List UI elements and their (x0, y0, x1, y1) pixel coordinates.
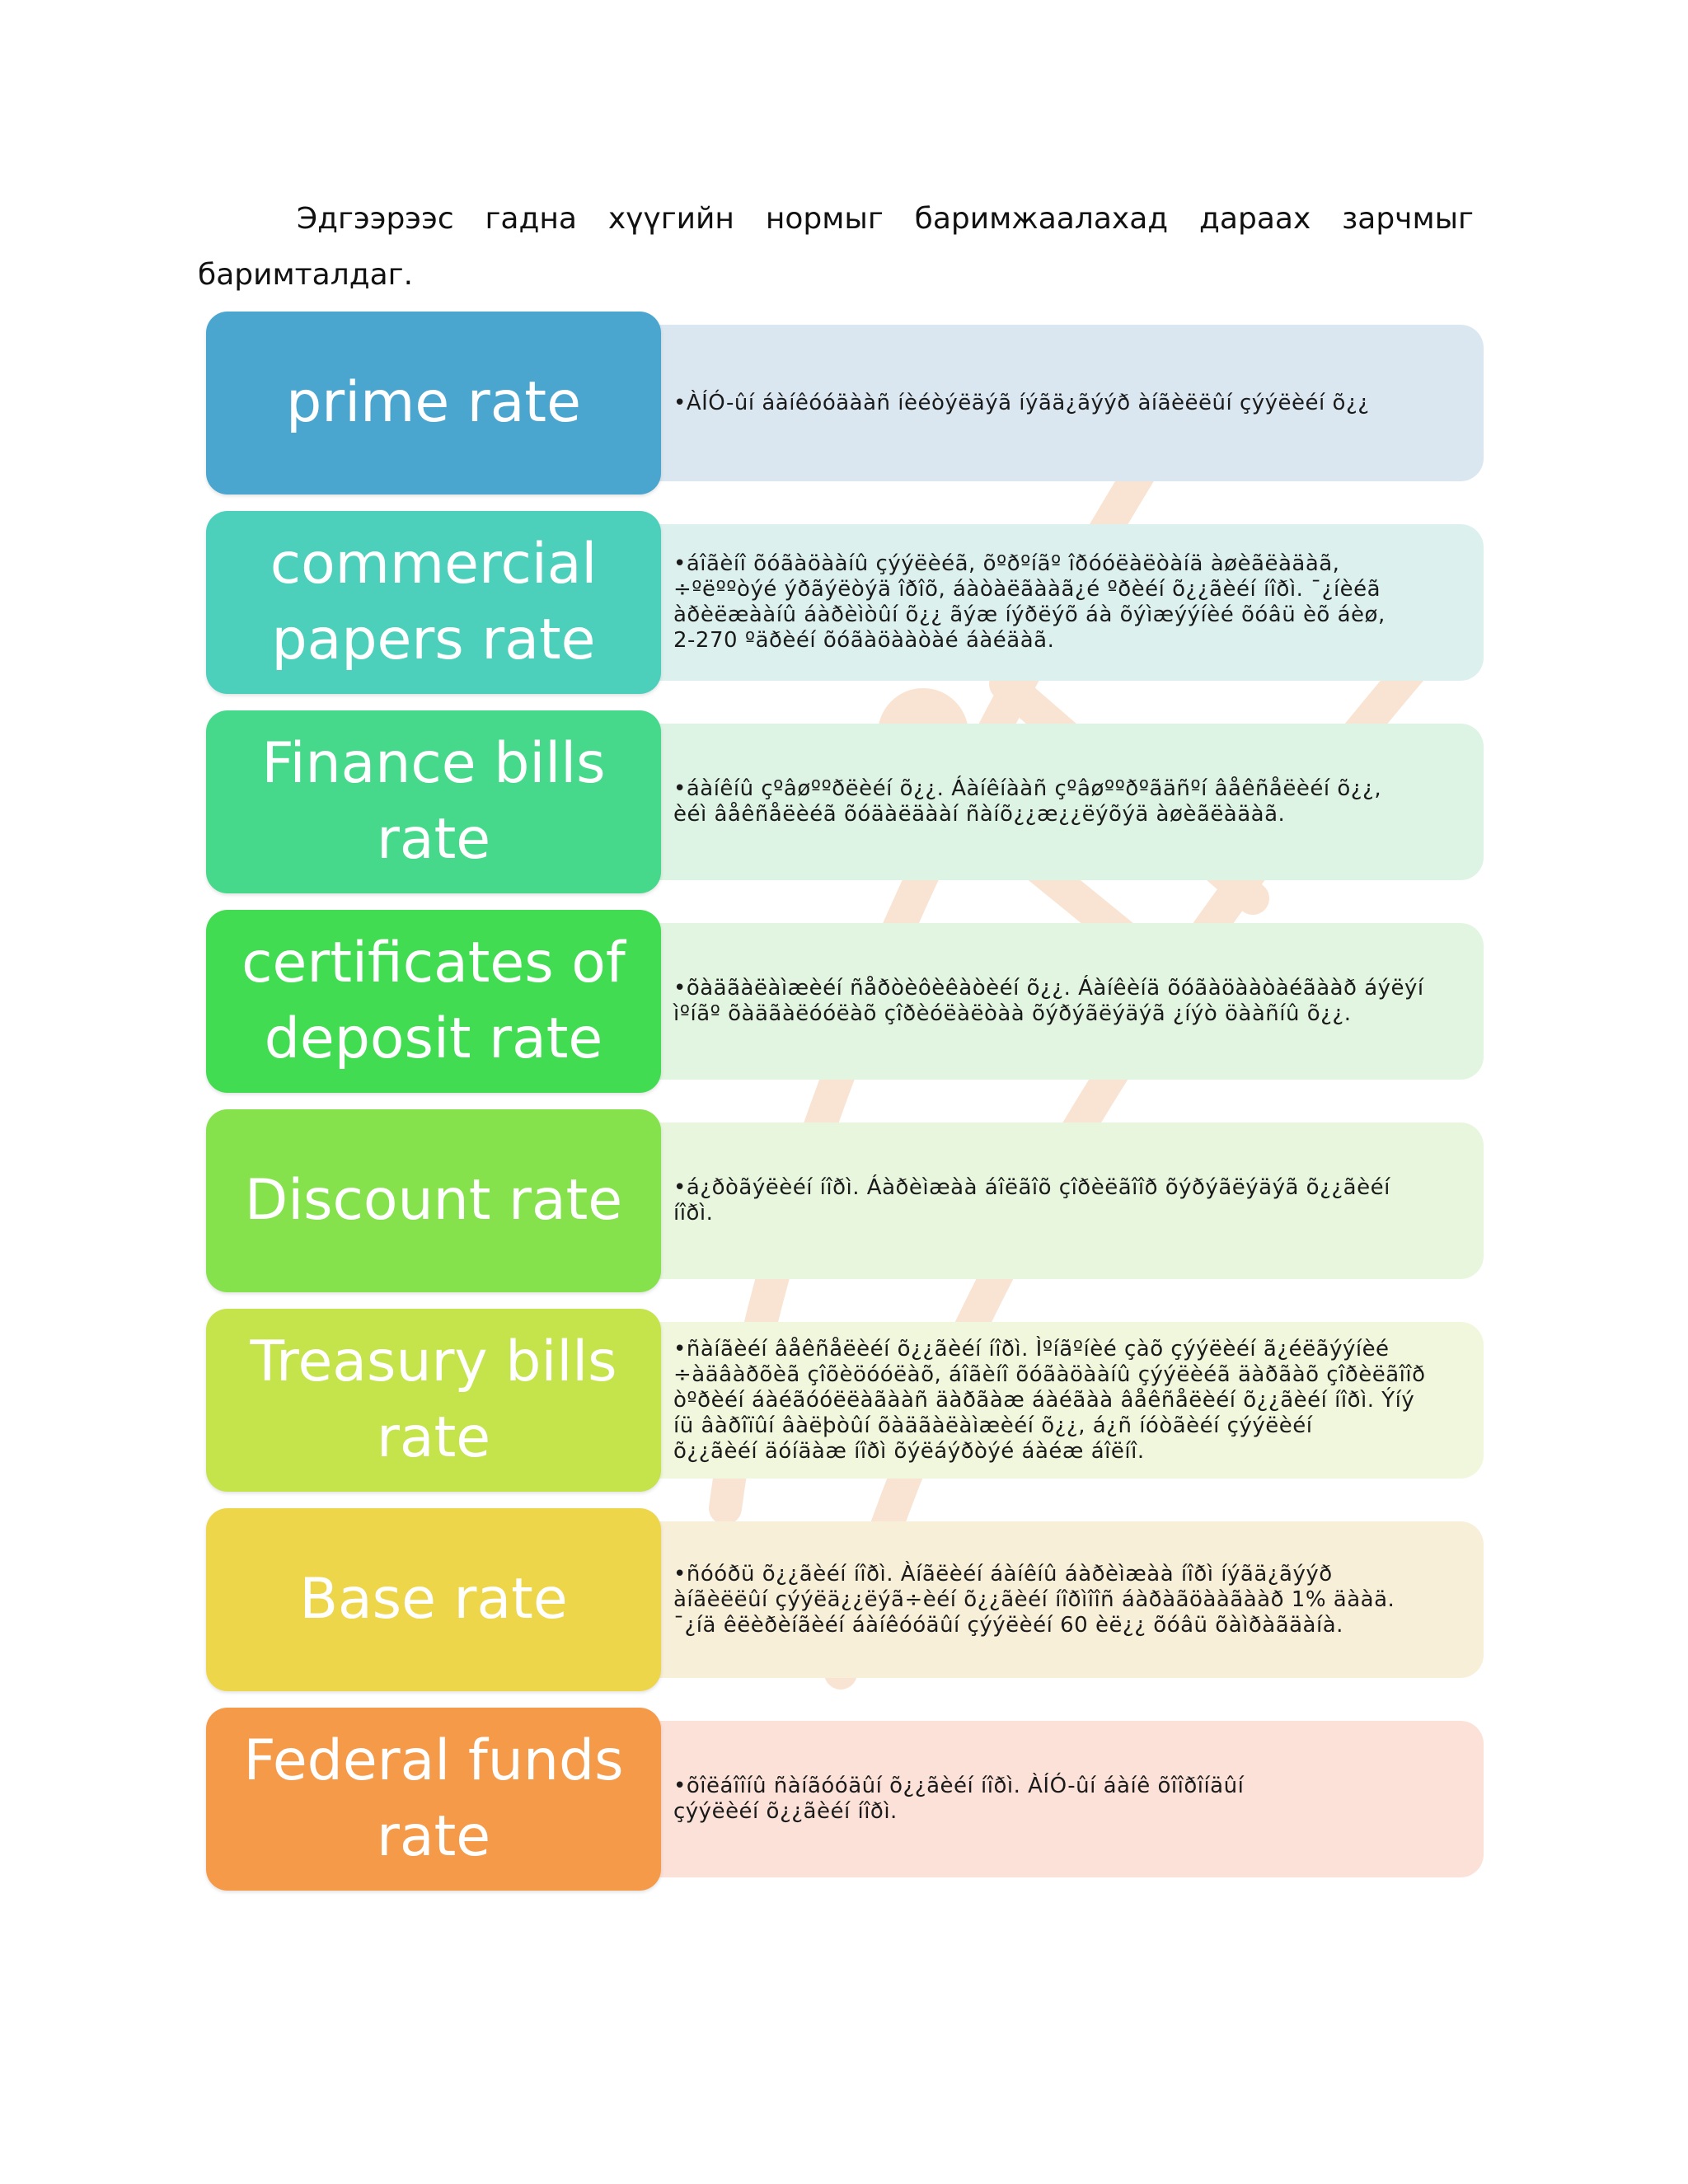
intro-word: гадна (485, 202, 577, 236)
rate-row-base (206, 1508, 1484, 1694)
rate-description (655, 1721, 1484, 1877)
intro-word: нормыг (765, 202, 884, 236)
rate-description-text: •ÀÍÓ-ûí áàíêóóäààñ íèéòýëäýã íýãä¿ãýýð àíãèëëûí çýýëèéí õ¿¿ (673, 390, 1370, 415)
rate-label: Finance bills rate (206, 710, 661, 893)
rate-row-discount (206, 1109, 1484, 1296)
rate-description-text: •áîãèíî õóãàöààíû çýýëèéã, õºðºíãº îðóóëàëòàíä àøèãëàäàã, ÷ºëººòýé ýðãýëòýä îðîõ, áàòàëãààã¿é ºðèéí õ¿¿ãèéí íîðì. ¯¿íèéã àðèëæààíû áàðèìòûí õ¿¿ ãýæ íýðëýõ áà õýìæýýíèé õóâü èõ áèø, 2-270 ºäðèéí õóãàöààòàé áàéäàã. (673, 551, 1386, 653)
rate-row-federal-funds (206, 1708, 1484, 1894)
intro-word: хүүгийн (607, 202, 734, 236)
rate-label: commercial papers rate (206, 511, 661, 694)
rate-description-text: •ñóóðü õ¿¿ãèéí íîðì. Àíãëèéí áàíêíû áàðèìæàà íîðì íýãä¿ãýýð àíãèëëûí çýýëä¿¿ëýã÷èéí õ¿¿ãèéí íîðìîîñ áàðàãöààãààð 1% äààä. ¯¿íä êëèðèíãèéí áàíêóóäûí çýýëèéí 60 èë¿¿ õóâü õàìðàãäàíà. (673, 1561, 1395, 1638)
intro-word: баримжаалахад (914, 202, 1169, 236)
rate-description (655, 1521, 1484, 1678)
intro-word: зарчмыг (1342, 202, 1474, 236)
rate-label: Federal funds rate (206, 1708, 661, 1891)
rate-row-finance-bills (206, 710, 1484, 897)
rate-row-treasury-bills (206, 1309, 1484, 1495)
rate-description (655, 325, 1484, 481)
rate-description (655, 1322, 1484, 1479)
rate-description-text: •õîëáîîíû ñàíãóóäûí õ¿¿ãèéí íîðì. ÀÍÓ-ûí áàíê õîîðîíäûí çýýëèéí õ¿¿ãèéí íîðì. (673, 1774, 1245, 1824)
rate-description-text: •áàíêíû çºâøººðëèéí õ¿¿. Áàíêíààñ çºâøººðºãäñºí âåêñåëèéí õ¿¿, èéì âåêñåëèéã õóäàëäààí ñàíõ¿¿æ¿¿ëýõýä àøèãëàäàã. (673, 776, 1382, 827)
intro-line-1 (198, 191, 1474, 247)
intro-paragraph (198, 191, 1474, 303)
rate-row-commercial-papers (206, 511, 1484, 697)
rate-description (655, 524, 1484, 681)
rate-label: Base rate (206, 1508, 661, 1691)
rate-label: prime rate (206, 312, 661, 494)
rate-row-prime (206, 312, 1484, 498)
rate-description (655, 724, 1484, 880)
rate-label: Discount rate (206, 1109, 661, 1292)
rate-label: certificates of deposit rate (206, 910, 661, 1093)
rate-description (655, 923, 1484, 1080)
intro-word: Эдгээрээс (297, 202, 454, 236)
rate-description-text: •á¿ðòãýëèéí íîðì. Áàðèìæàà áîëãîõ çîðèëãîîð õýðýãëýäýã õ¿¿ãèéí íîðì. (673, 1175, 1390, 1226)
rate-description-text: •õàäãàëàìæèéí ñåðòèôèêàòèéí õ¿¿. Áàíêèíä õóãàöààòàéãààð áýëýí ìºíãº õàäãàëóóëàõ çîðèóëàëòàà õýðýãëýäýã ¿íýò öààñíû õ¿¿. (673, 976, 1424, 1026)
rate-row-certificates-of-deposit (206, 910, 1484, 1096)
rate-description (655, 1122, 1484, 1279)
rate-description-text: •ñàíãèéí âåêñåëèéí õ¿¿ãèéí íîðì. Ìºíãºíèé çàõ çýýëèéí ã¿éëãýýíèé ÷àäâàðõèã çîõèöóóëàõ, áîãèíî õóãàöààíû çýýëèéã äàðãàõ çîðèëãîîð òºðèéí áàéãóóëëàãààñ äàðãàæ áàéãàà âåêñåëèéí õ¿¿ãèéí íîðì. Ýíý íü âàðîïûí âàëþòûí õàäãàëàìæèéí õ¿¿, á¿ñ íóòãèéí çýýëèéí õ¿¿ãèéí äóíäàæ íîðì õýëáýðòýé áàéæ áîëíî. (673, 1336, 1426, 1464)
intro-word: дараах (1199, 202, 1311, 236)
intro-line-2: баримталдаг. (198, 258, 414, 292)
rate-label: Treasury bills rate (206, 1309, 661, 1492)
rate-list (206, 312, 1484, 1894)
